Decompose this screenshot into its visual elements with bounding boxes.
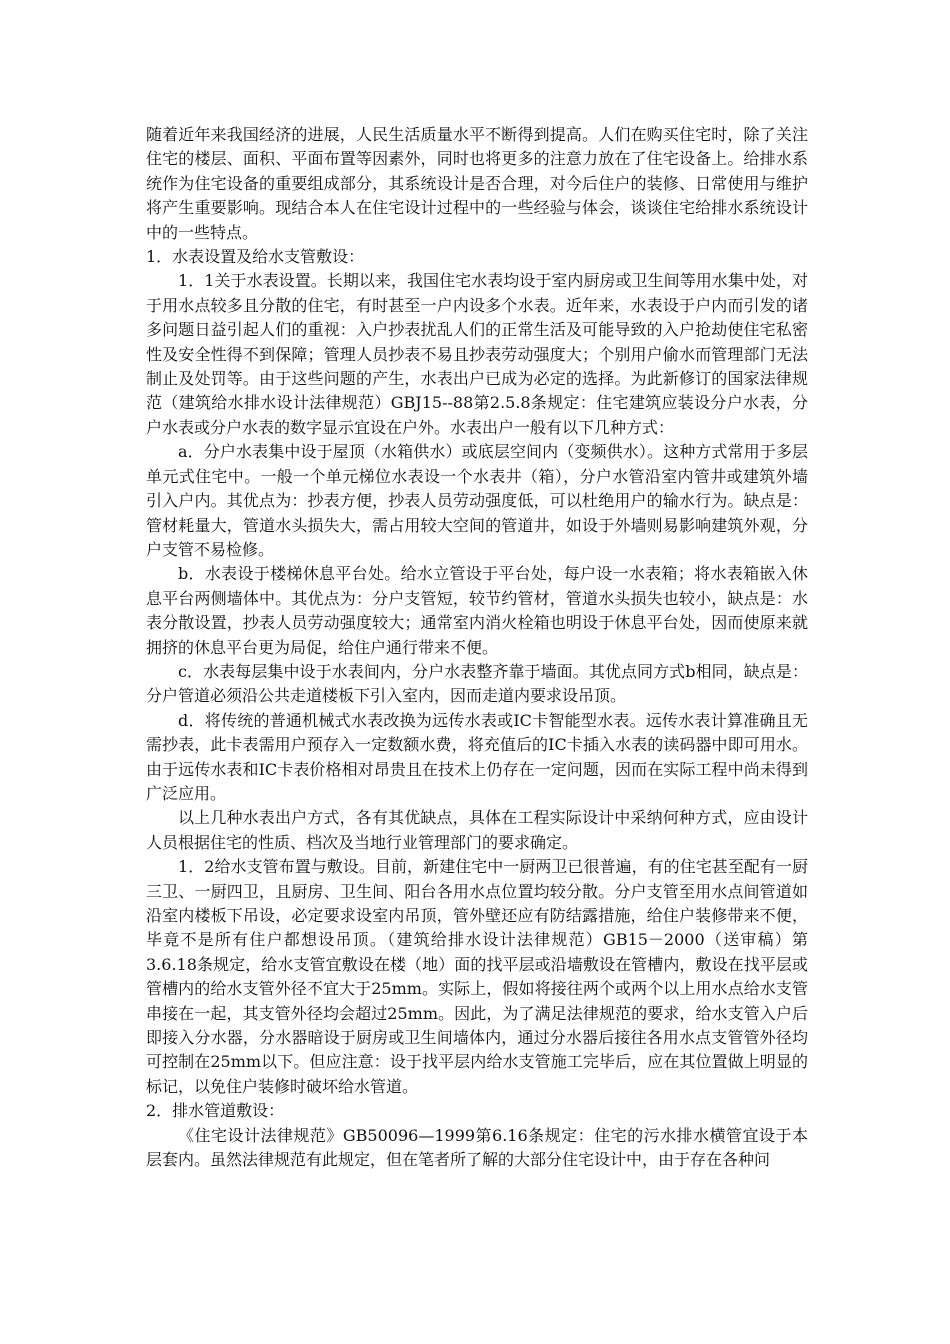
section-1-heading: 1．水表设置及给水支管敷设： — [146, 247, 365, 267]
section-1-1-paragraph: 1．1关于水表设置。长期以来，我国住宅水表均设于室内厨房或卫生间等用水集中处，对于用水点较多且分散的住宅，有时甚至一户内设多个水表。近年来，水表设于户内而引发的诸多问题日益引起人们的重视：入户抄表扰乱人们的正常生活及可能导致的入户抢劫使住宅私密性及安全性得不到保障；管理人员抄表不易且抄表劳动强度大；个别用户偷水而管理部门无法制止及处罚等。由于这些问题的产生，水表出户已成为必定的选择。为此新修订的国家法律规范（建筑给水排水设计法律规范）GBJ15--88第2.5.8条规定：住宅建筑应装设分户水表，分户水表或分户水表的数字显示宜设在户外。水表出户一般有以下几种方式： — [146, 271, 808, 437]
summary-paragraph: 以上几种水表出户方式，各有其优缺点，具体在工程实际设计中采纳何种方式，应由设计人员根据住宅的性质、档次及当地行业管理部门的要求确定。 — [146, 808, 808, 852]
item-c-paragraph: c．水表每层集中设于水表间内，分户水表整齐靠于墙面。其优点同方式b相同，缺点是：分户管道必须沿公共走道楼板下引入室内，因而走道内要求设吊顶。 — [146, 661, 808, 706]
section-2-1-paragraph: 《住宅设计法律规范》GB50096—1999第6.16条规定：住宅的污水排水横管宜设于本层套内。虽然法律规范有此规定，但在笔者所了解的大部分住宅设计中，由于存在各种问 — [146, 1125, 808, 1170]
intro-paragraph: 随着近年来我国经济的进展，人民生活质量水平不断得到提高。人们在购买住宅时，除了关注住宅的楼层、面积、平面布置等因素外，同时也将更多的注意力放在了住宅设备上。给排水系统作为住宅设备的重要组成部分，其系统设计是否合理，对今后住户的装修、日常使用与维护将产生重要影响。现结合本人在住宅设计过程中的一些经验与体会，谈谈住宅给排水系统设计中的一些特点。 — [146, 125, 808, 242]
section-1-2-paragraph: 1．2给水支管布置与敷设。目前，新建住宅中一厨两卫已很普遍，有的住宅甚至配有一厨三卫、一厨四卫，且厨房、卫生间、阳台各用水点位置均较分散。分户支管至用水点间管道如沿室内楼板下吊设，必定要求设室内吊顶，管外壁还应有防结露措施，给住户装修带来不便，毕竟不是所有住户都想设吊顶。（建筑给排水设计法律规范）GB15－2000（送审稿）第3.6.18条规定，给水支管宜敷设在楼（地）面的找平层或沿墙敷设在管槽内，敷设在找平层或管槽内的给水支管外径不宜大于25mm。实际上，假如将接往两个或两个以上用水点给水支管串接在一起，其支管外径均会超过25mm。因此，为了满足法律规范的要求，给水支管入户后即接入分水器，分水器暗设于厨房或卫生间墙体内，通过分水器后接往各用水点支管管外径均可控制在25mm以下。但应注意：设于找平层内给水支管施工完毕后，应在其位置做上明显的标记，以免住户装修时破坏给水管道。 — [146, 857, 808, 1096]
item-b-paragraph: b．水表设于楼梯休息平台处。给水立管设于平台处，每户设一水表箱；将水表箱嵌入休息平台两侧墙体中。其优点为：分户支管短，较节约管材，管道水头损失也较小，缺点是：水表分散设置，抄表人员劳动强度较大；通常室内消火栓箱也明设于休息平台处，因而使原来就拥挤的休息平台更为局促，给住户通行带来不便。 — [146, 564, 808, 657]
item-d-paragraph: d．将传统的普通机械式水表改换为远传水表或IC卡智能型水表。远传水表计算准确且无需抄表，此卡表需用户预存入一定数额水费，将充值后的IC卡插入水表的读码器中即可用水。由于远传水表和IC卡表价格相对昂贵且在技术上仍存在一定问题，因而在实际工程中尚未得到广泛应用。 — [146, 710, 808, 803]
section-2-heading: 2．排水管道敷设： — [146, 1101, 285, 1121]
item-a-paragraph: a．分户水表集中设于屋顶（水箱供水）或底层空间内（变频供水）。这种方式常用于多层单元式住宅中。一般一个单元梯位水表设一个水表井（箱），分户水管沿室内管井或建筑外墙引入户内。其优点为：抄表方便，抄表人员劳动强度低，可以杜绝用户的输水行为。缺点是：管材耗量大，管道水头损失大，需占用较大空间的管道井，如设于外墙则易影响建筑外观，分户支管不易检修。 — [146, 442, 808, 559]
document-body — [146, 123, 808, 1172]
